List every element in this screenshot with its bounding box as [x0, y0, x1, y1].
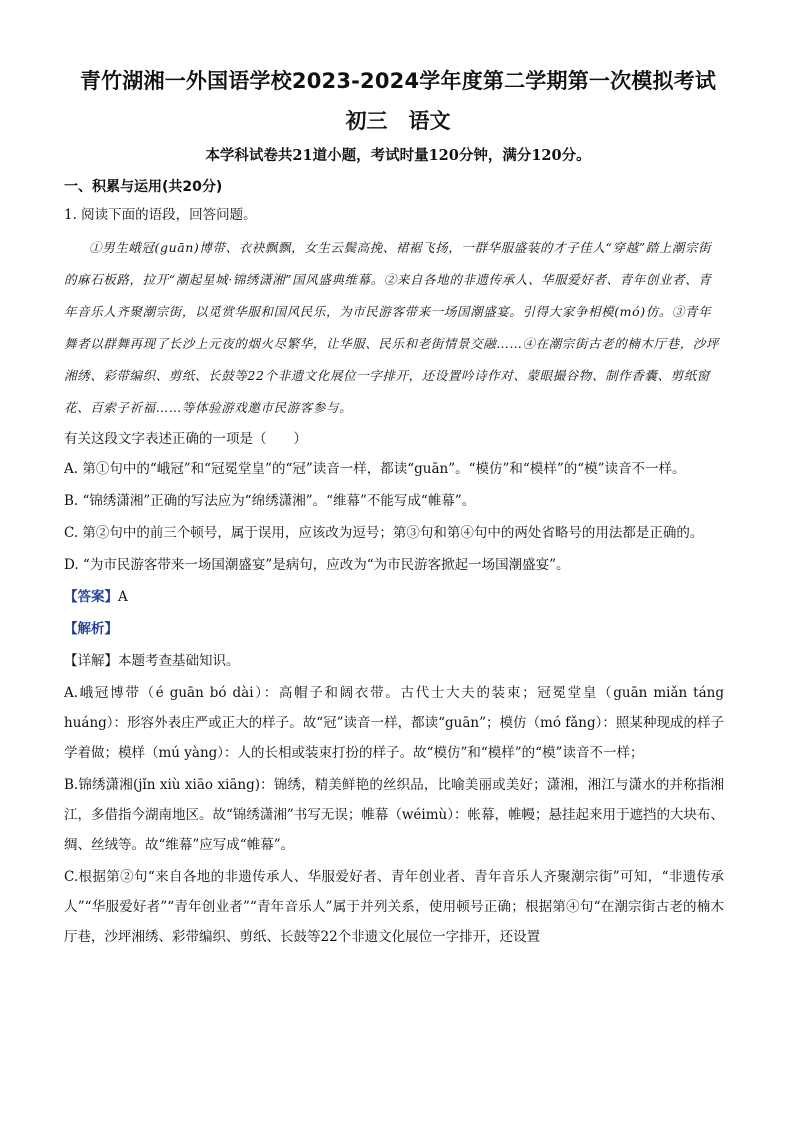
reading-passage: ①男生峨冠(guān)博带、衣袂飘飘，女生云鬓高挽、裙裾飞扬，一群华服盛装的才子佳人“穿越”踏上潮宗街的麻石板路，拉开“潮起星城·锦绣潇湘”国风盛典维幕。②来自各地的非遗传承人、华服爱好者、青年创业者、青年音乐人齐聚潮宗街，以觅赏华服和国风民乐，为市民游客带来一场国潮盛宴。引得大家争相模(mó)仿。③青年舞者以群舞再现了长沙上元夜的烟火尽繁华，让华服、民乐和老街情景交融……④在潮宗街古老的楠木厅巷，沙坪湘绣、彩带编织、剪纸、长鼓等22个非遗文化展位一字排开，还设置吟诗作对、蒙眼撮谷物、制作香囊、剪纸窗花、百索子祈福……等体验游戏邀市民游客参与。 — [64, 240, 720, 415]
option-d: D. “为市民游客带来一场国潮盛宴”是病句，应改为“为市民游客掀起一场国潮盛宴”。 — [64, 557, 570, 573]
question-prompt: 有关这段文字表述正确的一项是（ ） — [64, 431, 307, 447]
analysis-line — [64, 614, 724, 644]
option-a: A. 第①句中的“峨冠”和“冠冕堂皇”的“冠”读音一样，都读“guān”。“模仿”和“模样”的“模”读音不一样。 — [64, 461, 686, 477]
explanation-b: B.锦绣潇湘(jǐn xiù xiāo xiāng)：锦绣，精美鲜艳的丝织品，比喻美丽或美好；潇湘，湘江与潇水的并称指湘江，多借指今湖南地区。故“锦绣潇湘”书写无误；帷幕（wéimù）：帐幕，帷幔；悬挂起来用于遮挡的大块布、绸、丝绒等。故“维幕”应写成“帷幕”。 — [64, 777, 724, 853]
option-c: C. 第②句中的前三个顿号，属于误用，应该改为逗号；第③句和第④句中的两处省略号的用法都是正确的。 — [64, 525, 704, 541]
detail-line — [64, 646, 724, 676]
answer-tag: 【答案】 — [64, 589, 118, 605]
exam-subtitle: 初三 语文 — [345, 109, 451, 133]
detail-tag: 【详解】 — [64, 653, 118, 669]
answer-line — [64, 582, 724, 612]
exam-info: 本学科试卷共21道小题，考试时量120分钟，满分120分。 — [205, 147, 591, 164]
explanation-c: C.根据第②句“来自各地的非遗传承人、华服爱好者、青年创业者、青年音乐人齐聚潮宗街”可知，“非遗传承人”“华服爱好者”“青年创业者”“青年音乐人”属于并列关系，使用顿号正确；根据第④句“在潮宗街古老的楠木厅巷，沙坪湘绣、彩带编织、剪纸、长鼓等22个非遗文化展位一字排开，还设置 — [64, 869, 724, 945]
detail-intro: 本题考查基础知识。 — [118, 653, 240, 669]
section-heading: 一、积累与运用(共20分) — [64, 179, 223, 195]
option-b: B. “锦绣潇湘”正确的写法应为“绵绣潇湘”。“维幕”不能写成“帷幕”。 — [64, 493, 476, 509]
exam-title: 青竹湖湘一外国语学校2023-2024学年度第二学期第一次模拟考试 — [79, 69, 717, 93]
explanation-a: A.峨冠博带（é guān bó dài）：高帽子和阔衣带。古代士大夫的装束；冠冕堂皇（guān miǎn táng huáng）：形容外表庄严或正大的样子。故“冠”读音一样，都读“guān”；模仿（mó fǎng）：照某种现成的样子学着做；模样（mú yàng）：人的长相或装束打扮的样子。故“模仿”和“模样”的“模”读音不一样； — [64, 685, 724, 761]
answer-value: A — [118, 589, 128, 605]
question-stem: 1. 阅读下面的语段，回答问题。 — [64, 207, 257, 223]
analysis-tag: 【解析】 — [64, 621, 118, 637]
